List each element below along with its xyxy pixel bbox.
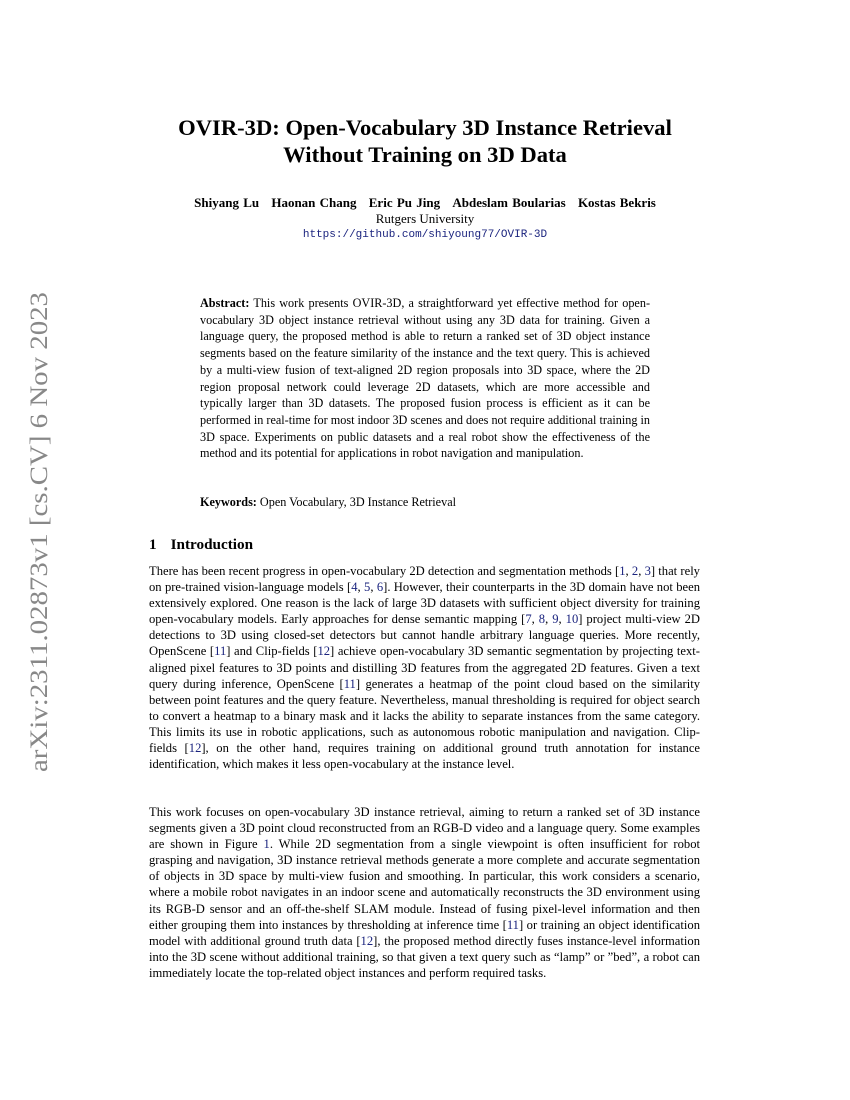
title-line-1: OVIR-3D: Open-Vocabulary 3D Instance Retrieval [178,115,672,140]
section-title: Introduction [170,536,254,553]
author: Eric Pu Jing [368,195,441,210]
citation-link[interactable]: 12 [188,741,202,756]
arxiv-identifier: arXiv:2311.02873v1 [cs.CV] 6 Nov 2023 [26,356,53,772]
text: ] achieve open-vocabulary 3D semantic segmentation by projecting text-aligned pixel features to 3D points and distilling 3D features from the aggregated 2D features. Given a text query during inference, OpenScene [ [149,644,700,691]
arxiv-stamp [16,292,56,772]
citation-link[interactable]: 7 [525,612,532,627]
text: ] project multi-view 2D detections to 3D using closed-set detectors but cannot handle arbitrary language queries. More recently, OpenScene [ [149,612,701,659]
text: . While 2D segmentation from a single viewpoint is often insufficient for robot grasping and navigation, 3D instance retrieval methods generate a more complete and accurate segmentation of objects in 3D space by multi-view fusion and smoothing. In particular, this work considers a scenario, where a mobile robot navigates in an indoor scene and automatically reconstructs the 3D environment using its RGB-D sensor and an off-the-shelf SLAM module. Instead of fusing pixel-level information and then either grouping them into instances by thresholding at inference time [ [149,837,701,932]
citation-link[interactable]: 3 [644,564,651,578]
citation-link[interactable]: 8 [538,612,546,627]
author: Haonan Chang [271,195,357,210]
abstract [200,295,650,462]
text: ]. However, their counterparts in the 3D domain have not been extensively explored. One reason is the lack of large 3D datasets with sufficient object diversity for training open-vocabulary models. Early approaches for dense semantic mapping [ [149,580,701,627]
author: Abdeslam Boularias [452,195,566,210]
text: There has been recent progress in open-vocabulary 2D detection and segmentation methods [ [149,564,620,578]
citation-link[interactable]: 4 [351,580,358,595]
text: ] that rely on pre-trained vision-language models [ [149,564,700,595]
citation-link[interactable]: 11 [506,917,519,932]
figure-link[interactable]: 1 [263,837,270,852]
title-line-2: Without Training on 3D Data [283,142,567,167]
keywords-label: Keywords: [200,495,257,509]
author-list [100,195,750,211]
section-number: 1 [149,536,157,553]
abstract-label: Abstract: [200,296,250,310]
intro-paragraph-1: There has been recent progress in open-vocabulary 2D detection and segmentation methods [1, 2, 3] that rely on pre-trained vision-language models [4, 5, 6]. However, their counterparts in the 3D domain have not been extensively explored. One reason is the lack of large 3D datasets with sufficient object diversity for training open-vocabulary models. Early approaches for dense semantic mapping [7, 8, 9, 10] project multi-view 2D detections to 3D using closed-set detectors but cannot handle arbitrary language queries. More recently, OpenScene [11] and Clip-fields [12] achieve open-vocabulary 3D semantic segmentation by projecting text-aligned pixel features to 3D points and distilling 3D features from the aggregated 2D features. Given a text query during inference, OpenScene [11] generates a heatmap of the point cloud based on the similarity between point features and the query feature. Nevertheless, manual thresholding is required for object search to convert a heatmap to a binary mask and it lacks the ability to separate instances from the same category. This limits its use in robotic applications, such as autonomous robotic manipulation and navigation. Clip-fields [12], on the other hand, requires training on additional ground truth annotation for instance identification, which makes it less open-vocabulary at the instance level. [149,564,701,772]
text: ], on the other hand, requires training on additional ground truth annotation for instance identification, which makes it less open-vocabulary at the instance level. [149,741,701,772]
citation-link[interactable]: 6 [376,580,384,595]
keywords [200,494,650,510]
text: ] or training an object identification model with additional ground truth data [ [149,917,700,948]
citation-link[interactable]: 11 [214,644,227,659]
citation-link[interactable]: 1 [619,564,626,578]
paper-title [100,114,750,168]
citation-link[interactable]: 10 [565,612,579,627]
citation-link[interactable]: 11 [343,676,356,691]
affiliation: Rutgers University [375,211,475,226]
citation-link[interactable]: 5 [364,580,371,595]
github-link[interactable]: https://github.com/shiyoung77/OVIR-3D [302,229,548,241]
abstract-text: This work presents OVIR-3D, a straightforward yet effective method for open-vocabulary 3D object instance retrieval without using any 3D data for training. Given a language query, the proposed method is able to return a ranked set of 3D object instance segments based on the feature similarity of the instance and the text query. This is achieved by a multi-view fusion of text-aligned 2D region proposals into 3D space, where the 2D region proposal network could leverage 2D datasets, which are more accessible and typically larger than 3D datasets. The proposed fusion process is efficient as it can be performed in real-time for most indoor 3D scenes and does not require additional training in 3D space. Experiments on public datasets and a real robot show the effectiveness of the method and its potential for applications in robot navigation and manipulation. [200,296,650,461]
intro-paragraph-2 [149,804,700,981]
section-heading [149,535,253,555]
text: ] generates a heatmap of the point cloud based on the similarity between point features and the query feature. Nevertheless, manual thresholding is required for object search to convert a heatmap to a binary mask and it lacks the ability to separate instances from the same category. This limits its use in robotic applications, such as autonomous robotic manipulation and navigation. Clip-fields [ [149,676,700,756]
citation-link[interactable]: 12 [360,933,374,948]
author: Kostas Bekris [577,195,656,210]
text: ], the proposed method directly fuses instance-level information into the 3D scene without additional training, so that given a text query such as “lamp” or ”bed”, a robot can immediately locate the top-related object instances and perform required tasks. [149,933,700,980]
author: Shiyang Lu [194,195,260,210]
citation-link[interactable]: 12 [317,644,331,659]
text: ] and Clip-fields [ [226,644,318,659]
keywords-text: Open Vocabulary, 3D Instance Retrieval [259,495,456,509]
text: This work focuses on open-vocabulary 3D instance retrieval, aiming to return a ranked set of 3D instance segments given a 3D point cloud reconstructed from an RGB-D video and a language query. Some examples are shown in Figure [149,805,700,852]
citation-link[interactable]: 2 [631,564,639,578]
citation-link[interactable]: 9 [552,612,559,627]
